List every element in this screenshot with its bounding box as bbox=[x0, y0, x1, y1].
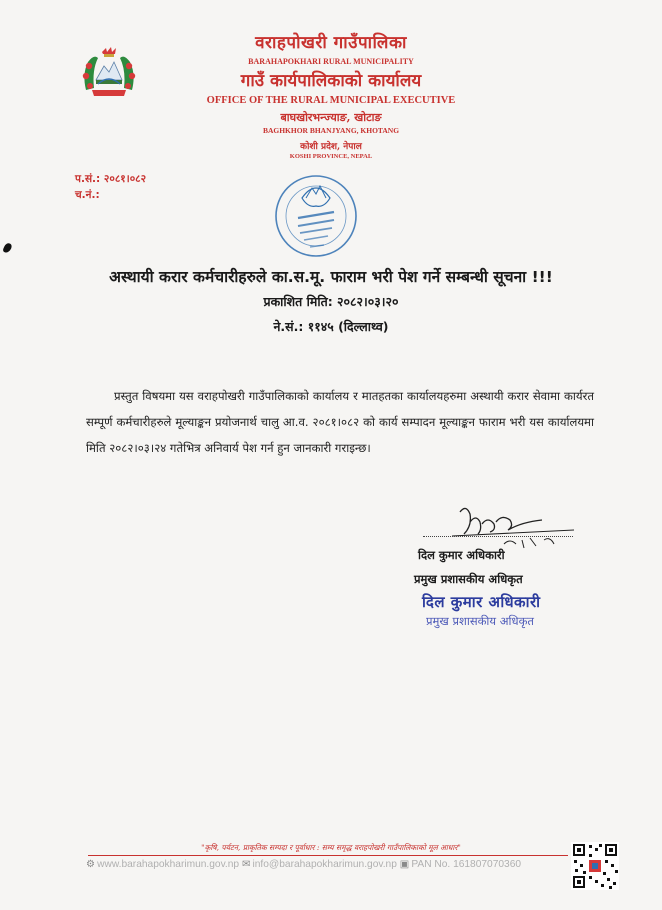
address-en: BAGHKHOR BHANJYANG, KHOTANG bbox=[262, 126, 400, 135]
handwritten-signature bbox=[432, 500, 582, 555]
footer-email[interactable]: info@barahapokharimun.gov.np bbox=[252, 859, 397, 870]
signature-line bbox=[423, 536, 573, 537]
notice-title: अस्थायी करार कर्मचारीहरुले का.स.मू. फाराम भरी पेश गर्ने सम्बन्धी सूचना !!! bbox=[109, 268, 553, 286]
municipality-name-en: BARAHAPOKHARI RURAL MUNICIPALITY bbox=[248, 57, 414, 66]
footer-website[interactable]: www.barahapokharimun.gov.np bbox=[97, 859, 240, 870]
footer-divider bbox=[88, 855, 568, 856]
notice-number: ने.सं.: ११४५ (दिल्लाथ्व) bbox=[273, 319, 389, 334]
notice-body: प्रस्तुत विषयमा यस वराहपोखरी गाउँपालिकाको कार्यालय र मातहतका कार्यालयहरुमा अस्थायी करार सेवामा कार्यरत सम्पूर्ण कर्मचारीहरुले मूल्याङ्कन प्रयोजनार्थ चालु आ.व. २०८१।०८२ को कार्य सम्पादन मूल्याङ्कन फाराम भरी यस कार्यालयमा मिति २०८२।०३।२४ गतेभित्र अनिवार्य पेश गर्न हुन जानकारी गराइन्छ। bbox=[86, 389, 594, 455]
qr-code bbox=[571, 842, 619, 890]
published-date: प्रकाशित मिति: २०८२।०३।२० bbox=[263, 294, 399, 309]
municipality-name-np: वराहपोखरी गाउँपालिका bbox=[255, 33, 407, 53]
office-name-en: OFFICE OF THE RURAL MUNICIPAL EXECUTIVE bbox=[206, 95, 456, 106]
office-name-np: गाउँ कार्यपालिकाको कार्यालय bbox=[240, 71, 422, 91]
signatory-title: प्रमुख प्रशासकीय अधिकृत bbox=[414, 572, 523, 586]
province-en: KOSHI PROVINCE, NEPAL bbox=[289, 153, 373, 160]
footer-pan: PAN No. 161807070360 bbox=[411, 859, 522, 870]
seal-name: दिल कुमार अधिकारी bbox=[422, 593, 541, 611]
province-np: कोशी प्रदेश, नेपाल bbox=[300, 142, 362, 152]
signatory-name: दिल कुमार अधिकारी bbox=[418, 548, 505, 562]
reference-ps: प.सं.: २०८१।०८२ bbox=[75, 173, 147, 185]
id-card-icon: ▣ bbox=[399, 859, 410, 870]
reference-chn: च.नं.: bbox=[75, 189, 100, 201]
ink-mark bbox=[2, 242, 13, 254]
footer-contacts bbox=[86, 859, 566, 870]
seal-title: प्रमुख प्रशासकीय अधिकृत bbox=[426, 614, 534, 628]
globe-icon: ⚙ bbox=[86, 859, 96, 870]
mail-icon: ✉ bbox=[241, 859, 251, 870]
office-stamp bbox=[268, 168, 364, 264]
footer-slogan: "कृषि, पर्यटन, प्राकृतिक सम्पदा र पूर्वाधार : सम्य समृद्ध वराहपोखरी गाउँपालिकाको मूल आधार" bbox=[201, 843, 461, 852]
address-np: बाघखोरभन्ज्याङ, खोटाङ bbox=[280, 111, 382, 124]
